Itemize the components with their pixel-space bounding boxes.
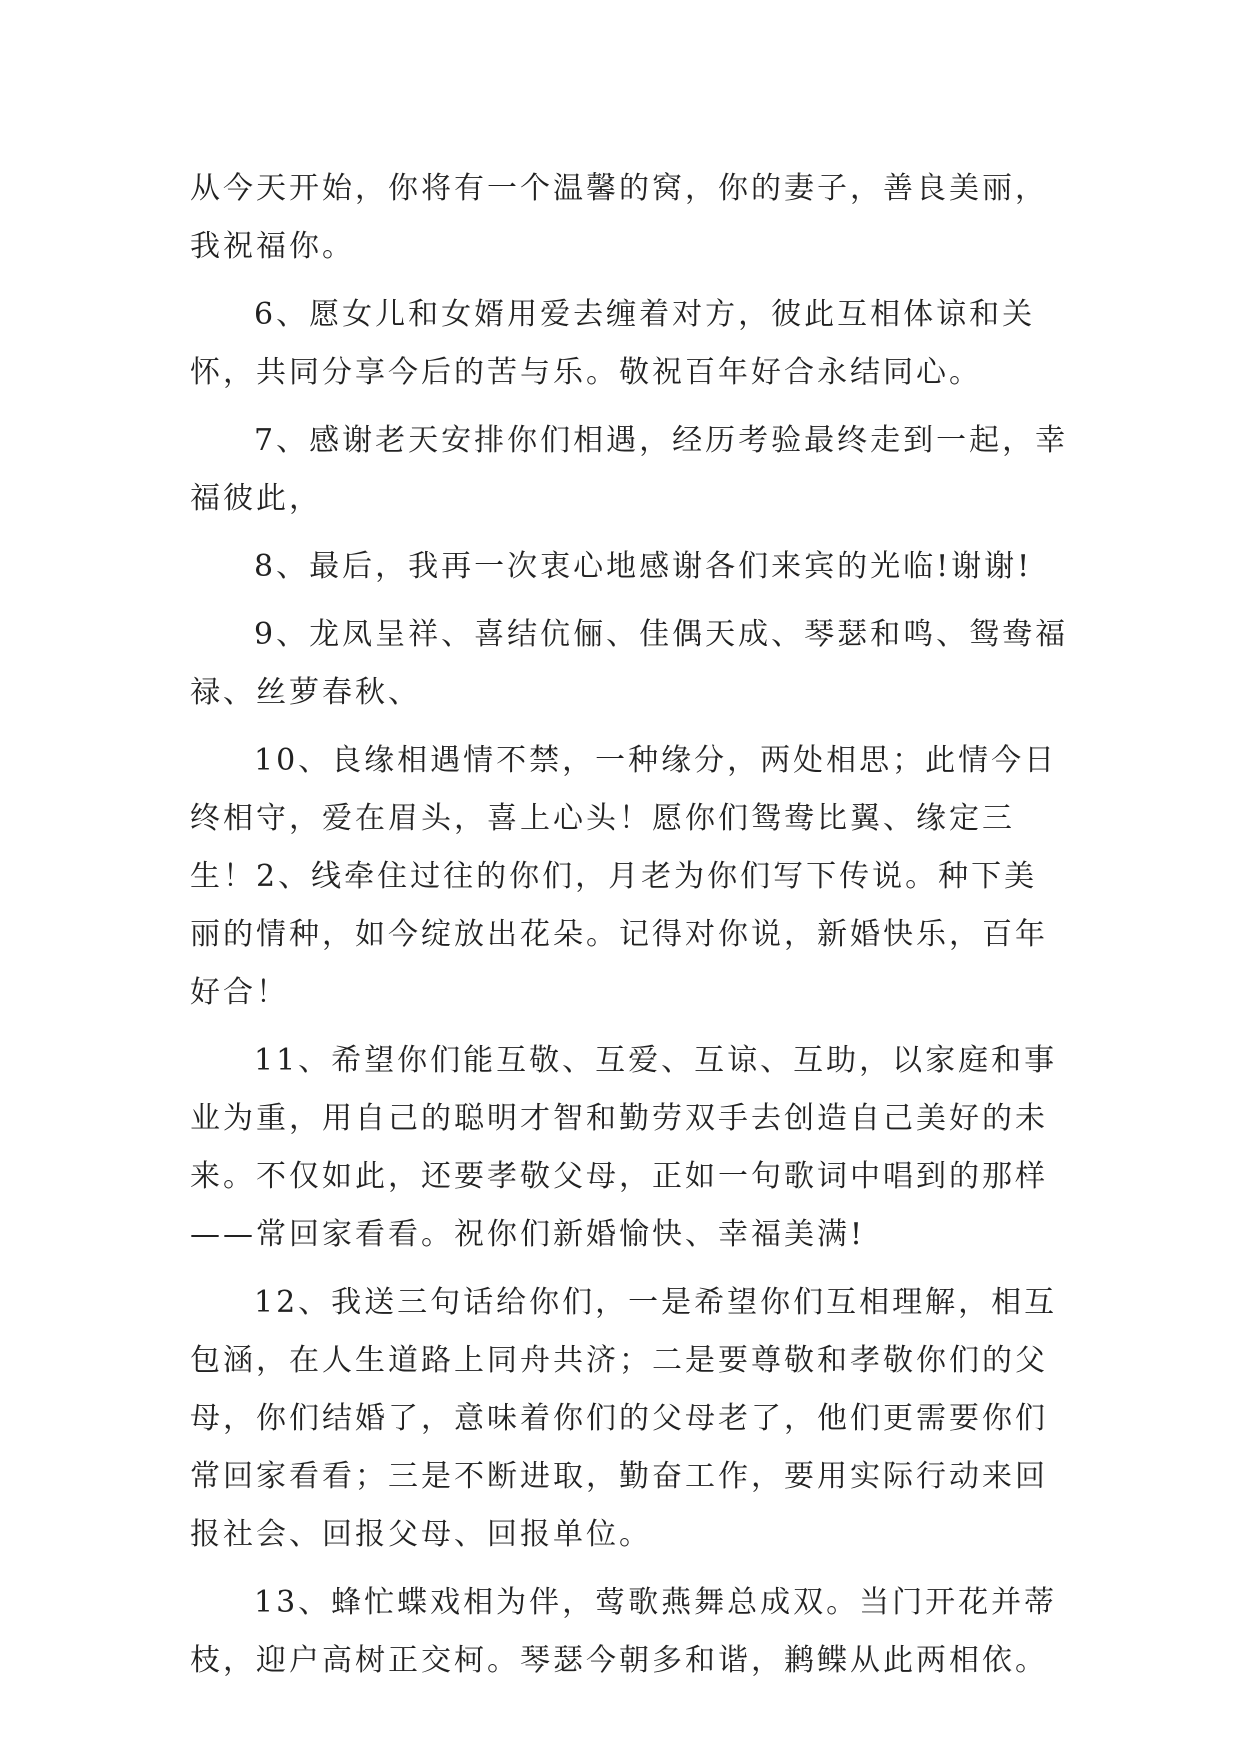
paragraph-7: 7、感谢老天安排你们相遇，经历考验最终走到一起，幸福彼此，: [190, 423, 1069, 516]
paragraph-10: 10、良缘相遇情不禁，一种缘分，两处相思；此情今日终相守，爱在眉头，喜上心头！愿你们鸳鸯比翼、缘定三生！2、线牵住过往的你们，月老为你们写下传说。种下美丽的情种，如今绽放出花朵。记得对你说，新婚快乐，百年好合！: [190, 743, 1058, 1010]
paragraph-6: 6、愿女儿和女婿用爱去缠着对方，彼此互相体谅和关怀，共同分享今后的苦与乐。敬祝百年好合永结同心。: [190, 297, 1036, 390]
paragraph-12: 12、我送三句话给你们，一是希望你们互相理解，相互包涵，在人生道路上同舟共济；二是要尊敬和孝敬你们的父母，你们结婚了，意味着你们的父母老了，他们更需要你们常回家看看；三是不断进取，勤奋工作，要用实际行动来回报社会、回报父母、回报单位。: [190, 1285, 1058, 1552]
document-body: [190, 160, 1070, 1700]
paragraph-8: 8、最后，我再一次衷心地感谢各们来宾的光临!谢谢!: [254, 549, 1033, 584]
paragraph-11: 11、希望你们能互敬、互爱、互谅、互助，以家庭和事业为重，用自己的聪明才智和勤劳双手去创造自己美好的未来。不仅如此，还要孝敬父母，正如一句歌词中唱到的那样——常回家看看。祝你们新婚愉快、幸福美满!: [190, 1043, 1058, 1252]
paragraph-9: 9、龙凤呈祥、喜结伉俪、佳偶天成、琴瑟和鸣、鸳鸯福禄、丝萝春秋、: [190, 617, 1069, 710]
paragraph-13: 13、蜂忙蝶戏相为伴，莺歌燕舞总成双。当门开花并蒂枝，迎户高树正交柯。琴瑟今朝多和谐，鹣鲽从此两相依。: [190, 1585, 1058, 1678]
paragraph-intro: 从今天开始，你将有一个温馨的窝，你的妻子，善良美丽，我祝福你。: [190, 171, 1048, 264]
